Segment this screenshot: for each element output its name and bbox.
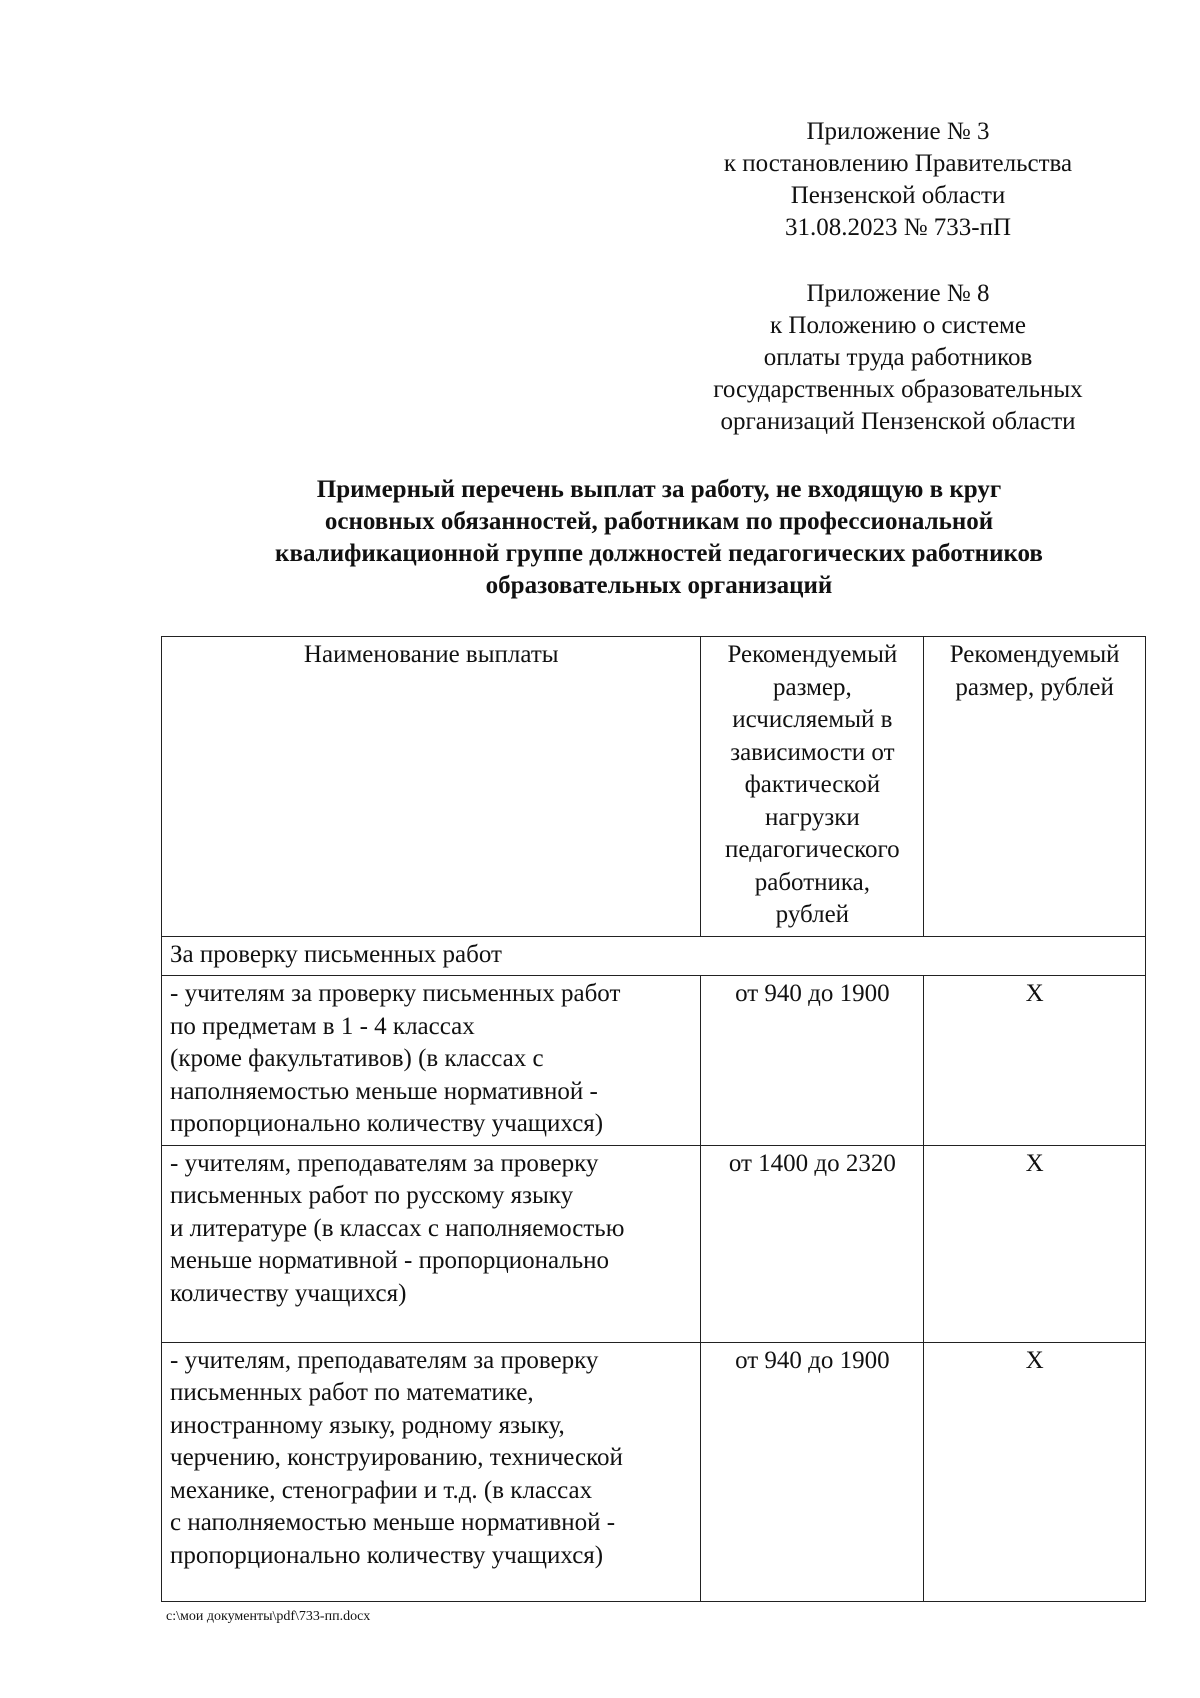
column-header-flat (924, 637, 1146, 937)
header-line: Наименование выплаты (303, 641, 559, 668)
title-line: образовательных организаций (485, 572, 833, 599)
header-line: фактической (744, 771, 881, 798)
column-header-by-load (701, 637, 924, 937)
appendix-line: Пензенской области (790, 182, 1006, 209)
cell-line: письменных работ по математике, (170, 1379, 534, 1406)
amount-by-load-cell: от 940 до 1900 (701, 1342, 924, 1601)
table-row (162, 1145, 1146, 1342)
flat-amount-cell: Х (924, 1145, 1146, 1342)
flat-amount-cell: Х (924, 1342, 1146, 1601)
payments-table (161, 636, 1146, 1602)
cell-line: черчению, конструированию, технической (170, 1444, 623, 1471)
appendix-line: к Положению о системе (770, 312, 1026, 339)
table-row (162, 976, 1146, 1146)
cell-line: письменных работ по русскому языку (170, 1182, 574, 1209)
table-header-row (162, 637, 1146, 937)
header-line: Рекомендуемый (949, 641, 1120, 668)
section-title: За проверку письменных работ (162, 936, 1146, 976)
cell-line: с наполняемостью меньше нормативной - (170, 1509, 616, 1536)
header-line: размер, (772, 673, 852, 701)
table-section-row (162, 936, 1146, 976)
payment-name-cell (162, 976, 701, 1146)
table-row (162, 1342, 1146, 1601)
payment-name-cell (162, 1145, 701, 1342)
header-line: педагогического (725, 836, 900, 863)
appendix-line: Приложение № 8 (806, 280, 990, 307)
appendix-line: 31.08.2023 № 733-пП (784, 214, 1012, 241)
cell-line: иностранному языку, родному языку, (170, 1411, 565, 1439)
header-line: работника, (754, 868, 871, 896)
cell-line: - учителям, преподавателям за проверку (170, 1346, 599, 1374)
appendix-line: государственных образовательных (713, 376, 1083, 403)
cell-line: количеству учащихся) (170, 1279, 407, 1307)
appendix-line: оплаты труда работников (763, 344, 1033, 371)
cell-line: - учителям, преподавателям за проверку (170, 1149, 599, 1177)
appendix-line: Приложение № 3 (806, 118, 990, 145)
document-title (165, 474, 1153, 602)
cell-line: меньше нормативной - пропорционально (170, 1247, 610, 1274)
header-line: нагрузки (764, 803, 860, 831)
header-line: размер, рублей (955, 673, 1114, 701)
appendix-header-resolution (668, 116, 1128, 244)
title-line: Примерный перечень выплат за работу, не входящую в круг (316, 476, 1002, 503)
cell-line: (кроме факультативов) (в классах с (170, 1045, 544, 1072)
column-header-name (162, 637, 701, 937)
cell-line: по предметам в 1 - 4 классах (170, 1012, 475, 1040)
appendix-line: организаций Пензенской области (720, 408, 1076, 435)
title-line: основных обязанностей, работникам по профессиональной (324, 508, 994, 535)
cell-line: и литературе (в классах с наполняемостью (170, 1214, 625, 1242)
header-line: Рекомендуемый (727, 641, 898, 668)
header-line: исчисляемый в (732, 706, 893, 733)
cell-line: пропорционально количеству учащихся) (170, 1541, 604, 1569)
cell-line: наполняемостью меньше нормативной - (170, 1077, 598, 1105)
amount-by-load-cell: от 940 до 1900 (701, 976, 924, 1146)
header-line: зависимости от (730, 738, 895, 766)
flat-amount-cell: Х (924, 976, 1146, 1146)
appendix-header-regulation (668, 278, 1128, 438)
footer-file-path: c:\мои документы\pdf\733-пп.docx (166, 1609, 371, 1624)
cell-line: пропорционально количеству учащихся) (170, 1110, 604, 1137)
amount-by-load-cell: от 1400 до 2320 (701, 1145, 924, 1342)
cell-line: механике, стенографии и т.д. (в классах (170, 1476, 593, 1504)
title-line: квалификационной группе должностей педагогических работников (275, 540, 1043, 567)
header-line: рублей (775, 901, 850, 928)
payment-name-cell (162, 1342, 701, 1601)
cell-line: - учителям за проверку письменных работ (170, 980, 621, 1007)
appendix-line: к постановлению Правительства (723, 150, 1073, 177)
